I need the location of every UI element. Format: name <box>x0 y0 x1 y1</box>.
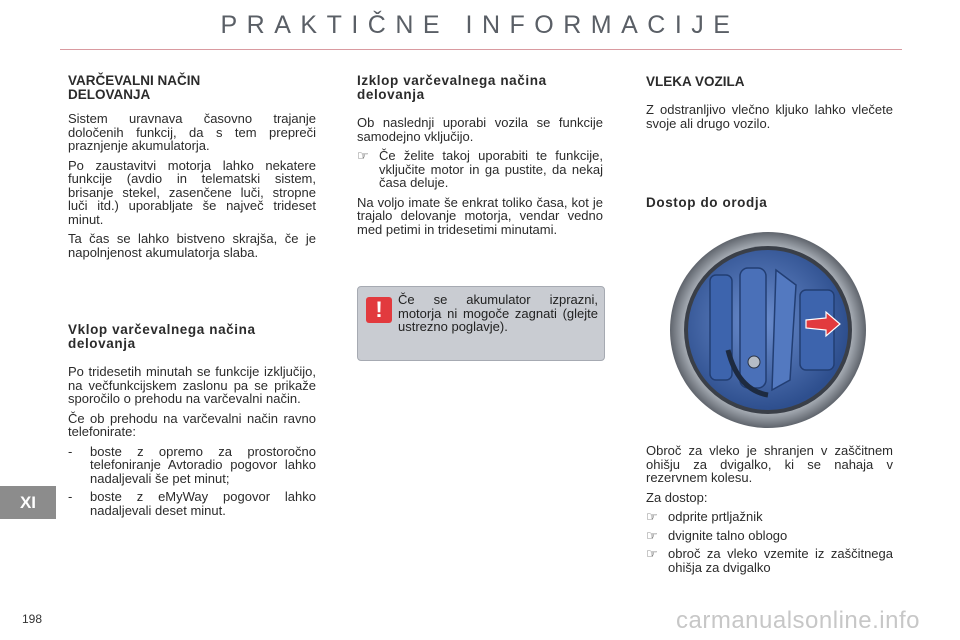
paragraph: Obroč za vleko je shranjen v zaščitnem ohišju za dvigalko, ki se nahaja v rezervnem kolesu. <box>646 443 893 485</box>
section-title-towing: VLEKA VOZILA <box>646 74 745 89</box>
pointing-hand-icon: ☞ <box>646 509 658 524</box>
call-list <box>68 445 316 518</box>
middle-column <box>357 70 603 242</box>
page-title: PRAKTIČNE INFORMACIJE <box>220 11 740 39</box>
instruction-list <box>357 149 603 190</box>
warning-text: Če se akumulator izprazni, motorja ni mogoče zagnati (glejte ustrezno poglavje). <box>398 292 598 334</box>
header-divider <box>60 49 902 50</box>
page-number: 198 <box>22 612 43 626</box>
right-column <box>646 70 893 136</box>
list-item-text: obroč za vleko vzemite iz zaščitnega ohišja za dvigalko <box>668 546 893 575</box>
access-steps-list <box>646 510 893 574</box>
pointing-hand-icon: ☞ <box>646 546 658 561</box>
right-column-lower <box>646 444 893 580</box>
paragraph: Ta čas se lahko bistveno skrajša, če je napolnjenost akumulatorja slaba. <box>68 231 316 260</box>
list-item <box>68 445 316 486</box>
paragraph: Z odstranljivo vlečno kljuko lahko vlečete svoje ali drugo vozilo. <box>646 102 893 131</box>
list-item <box>646 510 893 524</box>
paragraph: Po zaustavitvi motorja lahko nekatere funkcije (avdio in telematski sistem, brisanje stekel, zasenčene luči, stropne luči itd.) uporabljate še največ trideset minut. <box>68 157 316 227</box>
list-item <box>646 529 893 543</box>
list-item-text: dvignite talno oblogo <box>668 527 788 543</box>
paragraph: Za dostop: <box>646 489 708 505</box>
paragraph: Če ob prehodu na varčevalni način ravno telefonirate: <box>68 410 316 439</box>
dash-marker: - <box>68 443 73 459</box>
paragraph: Po tridesetih minutah se funkcije izključijo, na večfunkcijskem zaslonu pa se prikaže sporočilo o prehodu na varčevalni način. <box>68 364 316 406</box>
list-item-text: odprite prtljažnik <box>668 509 763 524</box>
chapter-tab: XI <box>0 486 56 519</box>
pointing-hand-icon: ☞ <box>646 527 658 543</box>
pointing-hand-icon: ☞ <box>357 148 369 163</box>
paragraph: Ob naslednji uporabi vozila se funkcije samodejno vključijo. <box>357 115 603 144</box>
warning-box <box>357 286 605 361</box>
section-title-deactivation: Izklop varčevalnega načina delovanja <box>357 73 547 102</box>
paragraph: Sistem uravnava časovno trajanje določenih funkcij, da s tem prepreči praznjenje akumulatorja. <box>68 111 316 153</box>
paragraph: Na voljo imate še enkrat toliko časa, kot je trajalo delovanje motorja, vendar vedno med petimi in tridesetimi minutami. <box>357 194 603 237</box>
section-title-saving-mode: VARČEVALNI NAČIN DELOVANJA <box>68 73 201 102</box>
left-column <box>68 70 316 523</box>
footer-watermark: carmanualsonline.info <box>676 607 920 634</box>
list-item <box>357 149 603 190</box>
list-item-text: boste z opremo za prostoročno telefoniranje Avtoradio pogovor lahko nadaljevali še pet minut; <box>90 443 316 486</box>
dash-marker: - <box>68 489 73 504</box>
list-item-text: Če želite takoj uporabiti te funkcije, vključite motor in ga pustite, da nekaj časa deluje. <box>379 148 603 190</box>
subsection-title-activation: Vklop varčevalnega načina delovanja <box>68 322 256 351</box>
list-item <box>68 490 316 517</box>
subsection-title-tool-access: Dostop do orodja <box>646 195 768 210</box>
list-item <box>646 547 893 574</box>
warning-icon: ! <box>366 297 392 323</box>
list-item-text: boste z eMyWay pogovor lahko nadaljevali deset minut. <box>90 489 316 518</box>
spare-wheel-photo <box>668 230 868 430</box>
